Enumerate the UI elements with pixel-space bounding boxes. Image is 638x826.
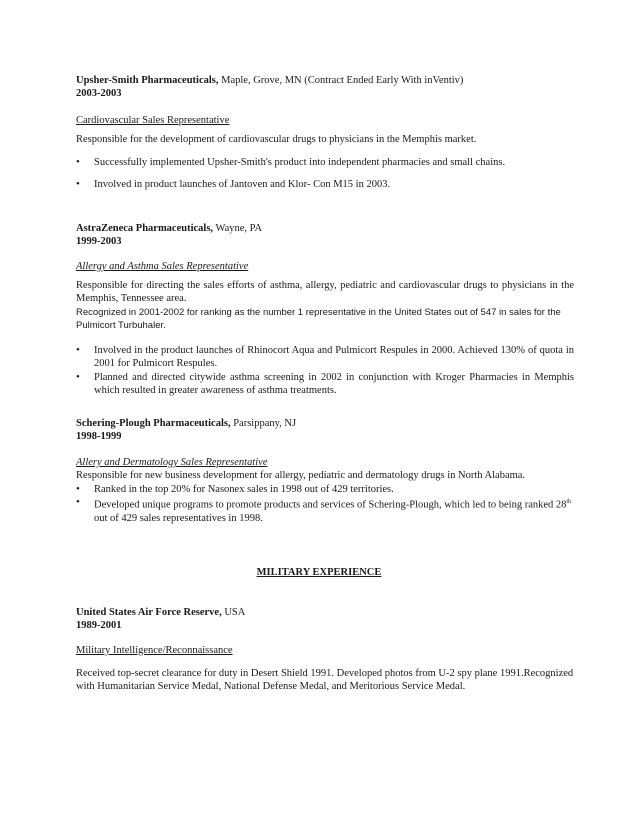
list-item: • Involved in product launches of Jantoven and Klor- Con M15 in 2003.	[76, 178, 391, 190]
schering-bullets	[76, 483, 574, 525]
schering-company: Schering-Plough Pharmaceuticals,	[76, 418, 231, 429]
astra-summary: Responsible for directing the sales efforts of asthma, allergy, pediatric and cardiovascular drugs to physicians in the Memphis, Tennessee area.	[76, 280, 574, 304]
airforce-summary: Received top-secret clearance for duty in Desert Shield 1991. Developed photos from U-2 spy plane 1991.Recognized with Humanitarian Service Medal, National Defense Medal, and Meritorious Service Medal.	[76, 668, 574, 692]
upsher-summary: Responsible for the development of cardiovascular drugs to physicians in the Memphis market.	[76, 134, 477, 145]
list-item: • Ranked in the top 20% for Nasonex sales in 1998 out of 429 territories.	[76, 483, 394, 495]
astra-recognition: Recognized in 2001-2002 for ranking as the number 1 representative in the United States out of 547 in sales for the Pulmicort Turbuhaler.	[76, 307, 561, 331]
upsher-dates: 2003-2003	[76, 88, 122, 99]
bullet-icon: •	[76, 483, 80, 495]
astra-title: Allergy and Asthma Sales Representative	[76, 261, 249, 272]
airforce-org: United States Air Force Reserve,	[76, 607, 222, 618]
astra-bullets	[76, 344, 574, 397]
schering-location: Parsippany, NJ	[230, 418, 297, 429]
airforce-header	[76, 606, 574, 619]
astra-dates: 1999-2003	[76, 236, 122, 247]
military-heading: MILITARY EXPERIENCE	[256, 567, 382, 578]
bullet-icon: •	[76, 496, 80, 508]
upsher-bullets	[76, 156, 574, 191]
astra-section	[76, 222, 574, 397]
bullet-icon: •	[76, 178, 80, 190]
upsher-company: Upsher-Smith Pharmaceuticals,	[76, 75, 219, 86]
list-item: • Involved in the product launches of Rhinocort Aqua and Pulmicort Respules in 2000. Achieved 130% of quota in 2001 for Pulmicort Respules.	[76, 344, 574, 369]
schering-summary: Responsible for new business development for allergy, pediatric and dermatology drugs in North Alabama.	[76, 470, 526, 481]
airforce-location: USA	[221, 607, 246, 618]
list-item: • Planned and directed citywide asthma screening in 2002 in conjunction with Kroger Pharmacies in Memphis which resulted in greater awareness of asthma treatments.	[76, 371, 574, 396]
astra-company: AstraZeneca Pharmaceuticals,	[76, 223, 214, 234]
schering-section	[76, 417, 574, 525]
list-item: • Successfully implemented Upsher-Smith's product into independent pharmacies and small chains.	[76, 156, 506, 168]
astra-location: Wayne, PA	[213, 223, 263, 234]
bullet-icon: •	[76, 344, 80, 356]
schering-title: Allery and Dermatology Sales Representative	[76, 457, 268, 468]
upsher-location: Maple, Grove, MN (Contract Ended Early With inVentiv)	[218, 75, 464, 86]
upsher-title: Cardiovascular Sales Representative	[76, 115, 230, 126]
airforce-dates: 1989-2001	[76, 620, 122, 631]
list-item: • Developed unique programs to promote products and services of Schering-Plough, which led to being ranked 28th out of 429 sales representatives in 1998.	[76, 496, 572, 524]
astra-header	[76, 222, 574, 235]
schering-header	[76, 417, 574, 430]
upsher-header	[76, 74, 574, 87]
airforce-title: Military Intelligence/Reconnaissance	[76, 645, 233, 656]
upsher-section	[76, 74, 574, 191]
bullet-icon: •	[76, 156, 80, 168]
schering-dates: 1998-1999	[76, 431, 122, 442]
airforce-section	[76, 606, 574, 693]
bullet-icon: •	[76, 371, 80, 383]
